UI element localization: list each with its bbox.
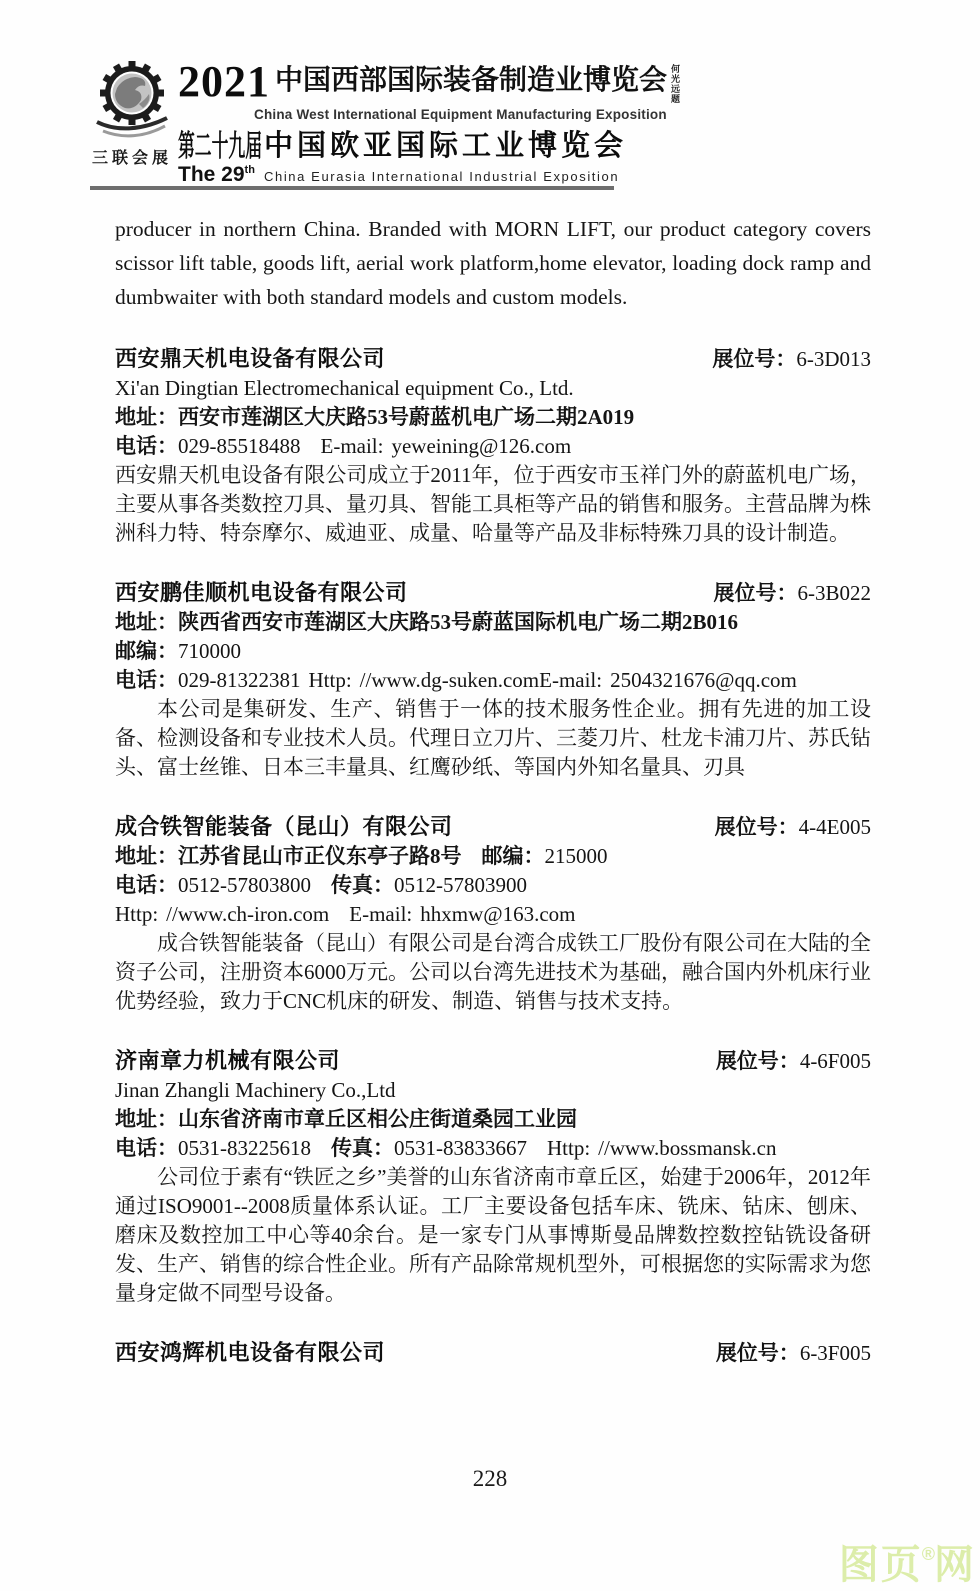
phone-value: 029-85518488 bbox=[178, 434, 301, 458]
address-value: 山东省济南市章丘区相公庄街道桑园工业园 bbox=[178, 1107, 577, 1131]
registered-trademark-icon: ® bbox=[921, 1544, 935, 1564]
address-label: 地址： bbox=[115, 844, 178, 868]
zip-value: 215000 bbox=[544, 844, 608, 868]
company-name: 济南章力机械有限公司 bbox=[115, 1048, 341, 1073]
company-name: 成合铁智能装备（昆山）有限公司 bbox=[115, 814, 453, 839]
booth-label: 展位号： bbox=[715, 1049, 800, 1073]
expo-subtitle-en-eurasia: China Eurasia International Industrial Exposition bbox=[264, 169, 620, 184]
address-line bbox=[115, 842, 871, 871]
company-name: 西安鹏佳顺机电设备有限公司 bbox=[115, 580, 408, 605]
website-label: Http: bbox=[115, 902, 159, 926]
address-label: 地址： bbox=[115, 1107, 178, 1131]
email-label: E-mail: bbox=[539, 668, 603, 692]
phone-value: 029-81322381 bbox=[178, 668, 301, 692]
booth-value: 6-3B022 bbox=[797, 581, 871, 605]
email-value: 2504321676@qq.com bbox=[610, 668, 797, 692]
fax-value: 0512-57803900 bbox=[394, 873, 527, 897]
page-number: 228 bbox=[472, 1466, 508, 1491]
booth-value: 6-3D013 bbox=[796, 347, 871, 371]
booth-label: 展位号： bbox=[714, 815, 799, 839]
address-line bbox=[115, 608, 871, 637]
gear-globe-icon bbox=[95, 60, 169, 144]
expo-title-row-1 bbox=[178, 57, 681, 107]
address-line bbox=[115, 1105, 871, 1134]
booth-value: 6-3F005 bbox=[799, 1341, 871, 1365]
booth-value: 4-6F005 bbox=[799, 1049, 871, 1073]
company-description: 西安鼎天机电设备有限公司成立于2011年，位于西安市玉祥门外的蔚蓝机电广场，主要从事各类数控刀具、量刃具、智能工具柜等产品的销售和服务。主营品牌为株洲科力特、特奈摩尔、威迪亚、成量、哈量等产品及非标特殊刀具的设计制造。 bbox=[115, 463, 871, 545]
header-divider bbox=[90, 186, 614, 190]
address-label: 地址： bbox=[115, 405, 178, 429]
exposition-header bbox=[90, 57, 681, 187]
website-value: //www.ch-iron.com bbox=[166, 902, 330, 926]
expo-edition-en bbox=[178, 163, 264, 187]
company-name: 西安鼎天机电设备有限公司 bbox=[115, 346, 386, 371]
company-description: 本公司是集研发、生产、销售于一体的技术服务性企业。拥有先进的加工设备、检测设备和专业技术人员。代理日立刀片、三菱刀片、杜龙卡浦刀片、苏氏钻头、富士丝锥、日本三丰量具、红鹰砂纸、等国内外知名量具、刃具 bbox=[115, 697, 871, 779]
address-label: 地址： bbox=[115, 610, 178, 634]
expo-year: 2021 bbox=[178, 57, 270, 106]
booth-number bbox=[714, 578, 872, 608]
booth-value: 4-4E005 bbox=[798, 815, 871, 839]
phone-value: 0531-83225618 bbox=[178, 1136, 311, 1160]
phone-line bbox=[115, 432, 871, 461]
email-value: hhxmw@163.com bbox=[420, 902, 576, 926]
company-section bbox=[115, 1046, 871, 1308]
website-value: //www.bossmansk.cn bbox=[598, 1136, 777, 1160]
expo-edition-en-text: The 29 bbox=[178, 163, 245, 186]
expo-edition-cn-box bbox=[178, 121, 264, 165]
expo-subtitle-en-west: China West International Equipment Manufacturing Exposition bbox=[254, 107, 667, 122]
watermark bbox=[839, 1534, 976, 1585]
fax-label: 传真： bbox=[331, 1136, 394, 1160]
company-header bbox=[115, 812, 871, 842]
fax-value: 0531-83833667 bbox=[394, 1136, 527, 1160]
company-section bbox=[115, 1338, 871, 1368]
zip-line bbox=[115, 637, 871, 666]
expo-edition-en-ordinal: th bbox=[244, 164, 255, 176]
zip-value: 710000 bbox=[178, 639, 241, 663]
address-value: 江苏省昆山市正仪东亭子路8号 bbox=[178, 844, 462, 868]
email-label: E-mail: bbox=[320, 434, 384, 458]
company-section bbox=[115, 578, 871, 782]
booth-number bbox=[716, 1046, 871, 1076]
address-line bbox=[115, 403, 871, 432]
expo-edition-cn: 第二十九届 bbox=[178, 130, 262, 163]
company-header bbox=[115, 1338, 871, 1368]
phone-label: 电话： bbox=[115, 873, 178, 897]
booth-label: 展位号： bbox=[715, 1341, 800, 1365]
phone-label: 电话： bbox=[115, 434, 178, 458]
company-header bbox=[115, 1046, 871, 1076]
organizer-logo bbox=[90, 60, 174, 187]
company-name-en: Jinan Zhangli Machinery Co.,Ltd bbox=[115, 1078, 396, 1102]
expo-title-row-2 bbox=[178, 125, 680, 161]
organizer-name: 三联会展 bbox=[91, 150, 172, 167]
email-label: E-mail: bbox=[349, 902, 413, 926]
expo-title-cn-eurasia: 中国欧亚国际工业博览会 bbox=[264, 129, 628, 162]
company-description: 成合铁智能装备（昆山）有限公司是台湾合成铁工厂股份有限公司在大陆的全资子公司，注册资本6000万元。公司以台湾先进技术为基础，融合国内外机床行业优势经验，致力于CNC机床的研发、制造、销售与技术支持。 bbox=[115, 931, 871, 1013]
company-name-en: Xi'an Dingtian Electromechanical equipment Co., Ltd. bbox=[115, 376, 574, 400]
phone-line bbox=[115, 871, 871, 900]
watermark-text-right: 网 bbox=[934, 1543, 976, 1587]
phone-line bbox=[115, 1134, 871, 1163]
expo-title-row-3 bbox=[178, 163, 680, 187]
expo-title-cn-west: 中国西部国际装备制造业博览会 bbox=[275, 63, 668, 96]
company-section bbox=[115, 812, 871, 1016]
directory-content bbox=[115, 212, 871, 1368]
email-value: yeweining@126.com bbox=[391, 434, 572, 458]
zip-label: 邮编： bbox=[481, 844, 545, 868]
phone-line bbox=[115, 666, 871, 695]
calligraphy-seal-text: 何光远题 bbox=[670, 64, 681, 104]
phone-value: 0512-57803800 bbox=[178, 873, 311, 897]
website-label: Http: bbox=[308, 668, 352, 692]
company-header bbox=[115, 344, 871, 374]
company-name: 西安鸿辉机电设备有限公司 bbox=[115, 1340, 386, 1365]
intro-paragraph: producer in northern China. Branded with MORN LIFT, our product category covers scissor lift table, goods lift, aerial work platform,home elevator, loading dock ramp and dumbwaiter with both standard models and custom models. bbox=[115, 217, 871, 309]
watermark-text-left: 图页 bbox=[838, 1543, 923, 1587]
address-value: 西安市莲湖区大庆路53号蔚蓝机电广场二期2A019 bbox=[178, 405, 635, 429]
company-section bbox=[115, 344, 871, 548]
booth-number bbox=[715, 812, 871, 842]
booth-number bbox=[712, 344, 871, 374]
phone-label: 电话： bbox=[115, 1136, 178, 1160]
company-header bbox=[115, 578, 871, 608]
booth-label: 展位号： bbox=[712, 347, 797, 371]
address-value: 陕西省西安市莲湖区大庆路53号蔚蓝国际机电广场二期2B016 bbox=[178, 610, 739, 634]
website-value: //www.dg-suken.com bbox=[359, 668, 540, 692]
fax-label: 传真： bbox=[331, 873, 394, 897]
company-description: 公司位于素有“铁匠之乡”美誉的山东省济南市章丘区，始建于2006年，2012年通过ISO9001--2008质量体系认证。工厂主要设备包括车床、铣床、钻床、刨床、磨床及数控加工中心等40余台。是一家专门从事博斯曼品牌数控数控钻铣设备研发、生产、销售的综合性企业。所有产品除常规机型外，可根据您的实际需求为您量身定做不同型号设备。 bbox=[115, 1165, 871, 1305]
website-line bbox=[115, 900, 871, 929]
exposition-titles bbox=[174, 57, 681, 187]
phone-label: 电话： bbox=[115, 668, 178, 692]
website-label: Http: bbox=[547, 1136, 591, 1160]
booth-label: 展位号： bbox=[713, 581, 798, 605]
booth-number bbox=[716, 1338, 871, 1368]
zip-label: 邮编： bbox=[115, 639, 178, 663]
